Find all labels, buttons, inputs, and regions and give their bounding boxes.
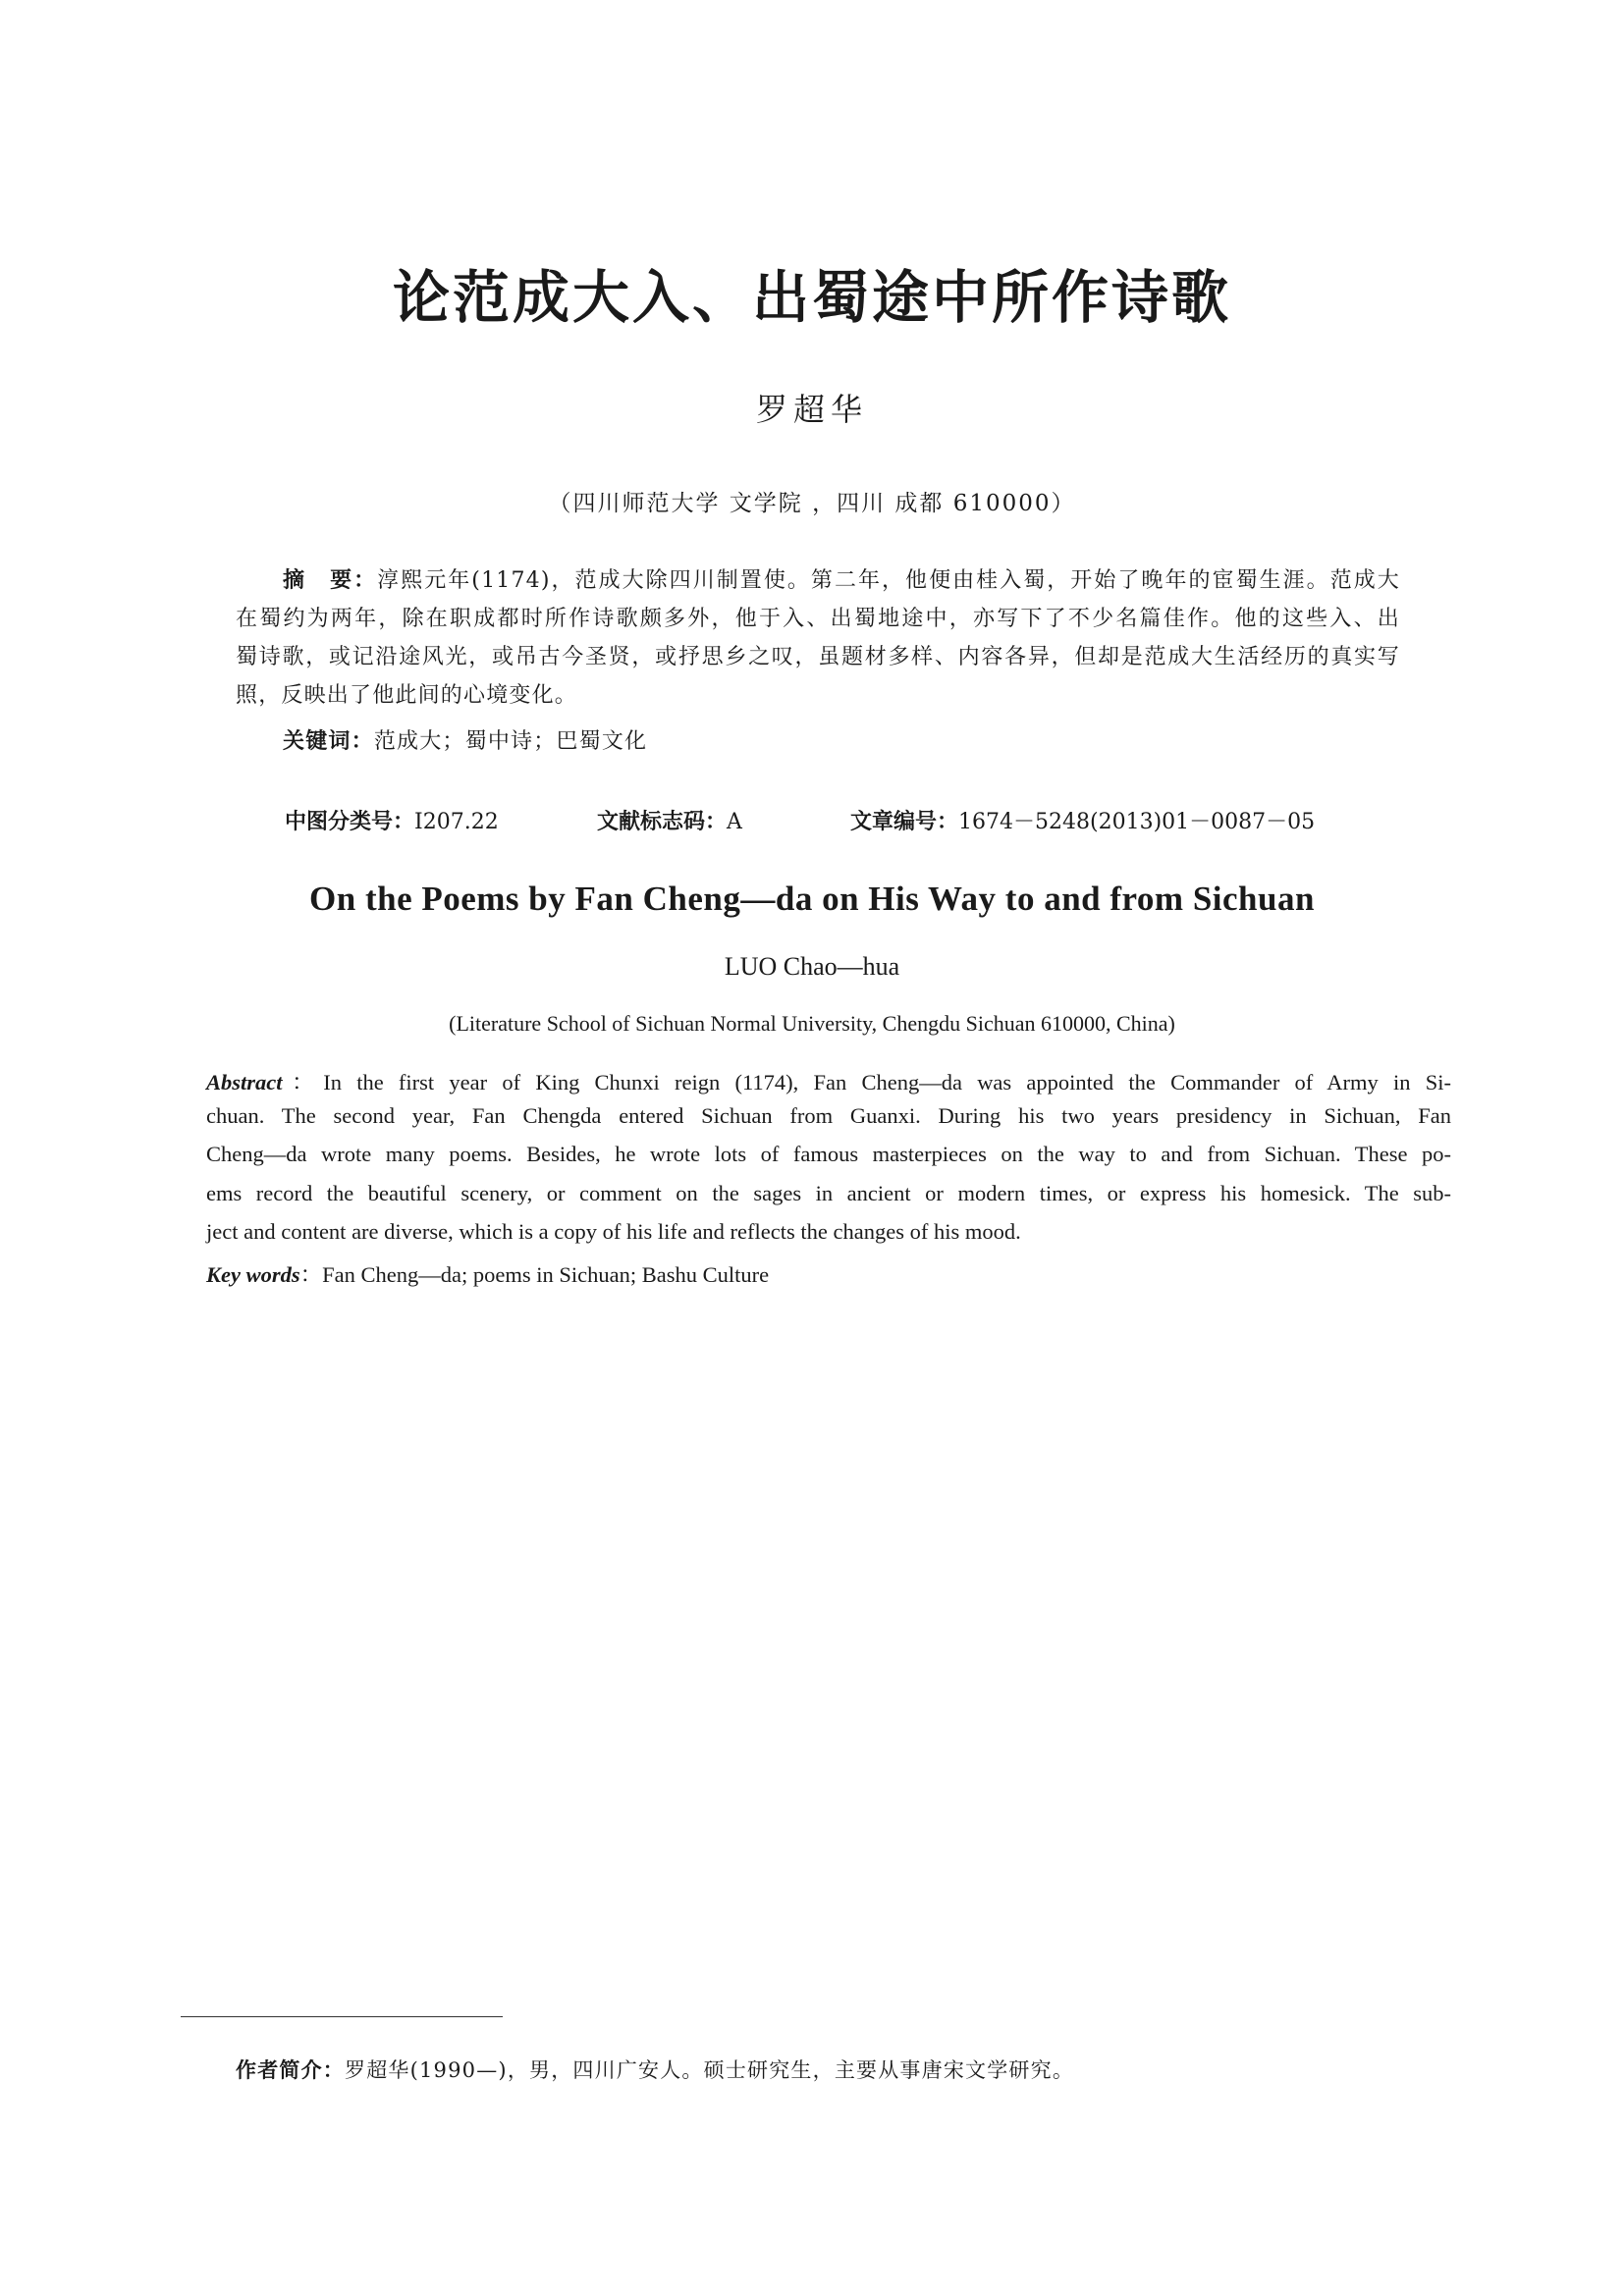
chinese-keywords [283, 724, 647, 755]
english-keywords-label: Key words [206, 1262, 300, 1287]
footnote-label: 作者简介： [236, 2058, 345, 2082]
english-title: On the Poems by Fan Cheng—da on His Way to and from Sichuan [309, 880, 1315, 918]
clc-number: 中图分类号：I207.22 [285, 810, 499, 834]
chinese-abstract-line-1: 摘 要：淳熙元年(1174)，范成大除四川制置使。第二年，他便由桂入蜀，开始了晚年的宦蜀生涯。范成大 [283, 568, 1400, 593]
chinese-keywords-label: 关键词： [283, 729, 374, 754]
chinese-abstract-line-4: 照，反映出了他此间的心境变化。 [236, 683, 578, 708]
document-code: 文献标志码：A [597, 810, 742, 834]
english-keywords-value: Fan Cheng—da; poems in Sichuan; Bashu Culture [322, 1262, 770, 1287]
author-footnote [236, 2055, 1074, 2084]
english-author: LUO Chao—hua [724, 952, 900, 981]
english-keywords: Key words：Fan Cheng—da; poems in Sichuan; Bashu Culture [206, 1262, 770, 1287]
footnote-divider [181, 2016, 503, 2017]
chinese-author: 罗超华 [755, 391, 868, 428]
chinese-abstract-line-2: 在蜀约为两年，除在职成都时所作诗歌颇多外，他于入、出蜀地途中，亦写下了不少名篇佳作。他的这些入、出 [236, 607, 1400, 631]
english-abstract-line-4: ems record the beautiful scenery, or comment on the sages in ancient or modern times, or express his homesick. The sub- [206, 1181, 1451, 1205]
english-abstract-line-2: chuan. The second year, Fan Chengda entered Sichuan from Guanxi. During his two years presidency in Sichuan, Fan [206, 1103, 1451, 1128]
english-abstract-line-3: Cheng—da wrote many poems. Besides, he wrote lots of famous masterpieces on the way to and from Sichuan. These po- [206, 1142, 1451, 1166]
chinese-abstract-line-3: 蜀诗歌，或记沿途风光，或吊古今圣贤，或抒思乡之叹，虽题材多样、内容各异，但却是范成大生活经历的真实写 [236, 645, 1400, 669]
chinese-title: 论范成大入、出蜀途中所作诗歌 [392, 264, 1231, 331]
chinese-abstract-label: 摘 要： [283, 568, 378, 593]
english-abstract-label: Abstract [206, 1070, 283, 1095]
chinese-keywords-value: 范成大；蜀中诗；巴蜀文化 [373, 729, 648, 754]
english-abstract-line-5: ject and content are diverse, which is a copy of his life and reflects the changes of his mood. [206, 1219, 1021, 1244]
footnote-text: 罗超华(1990—)，男，四川广安人。硕士研究生，主要从事唐宋文学研究。 [345, 2058, 1075, 2082]
chinese-affiliation: （四川师范大学 文学院 ，四川 成都 610000） [548, 491, 1076, 516]
english-abstract-line-1: Abstract：In the first year of King Chunxi reign (1174), Fan Cheng—da was appointed the Commander of Army in Si- [206, 1070, 1451, 1095]
english-affiliation: (Literature School of Sichuan Normal University, Chengdu Sichuan 610000, China) [449, 1011, 1175, 1036]
article-number: 文章编号：1674－5248(2013)01－0087－05 [850, 810, 1316, 834]
